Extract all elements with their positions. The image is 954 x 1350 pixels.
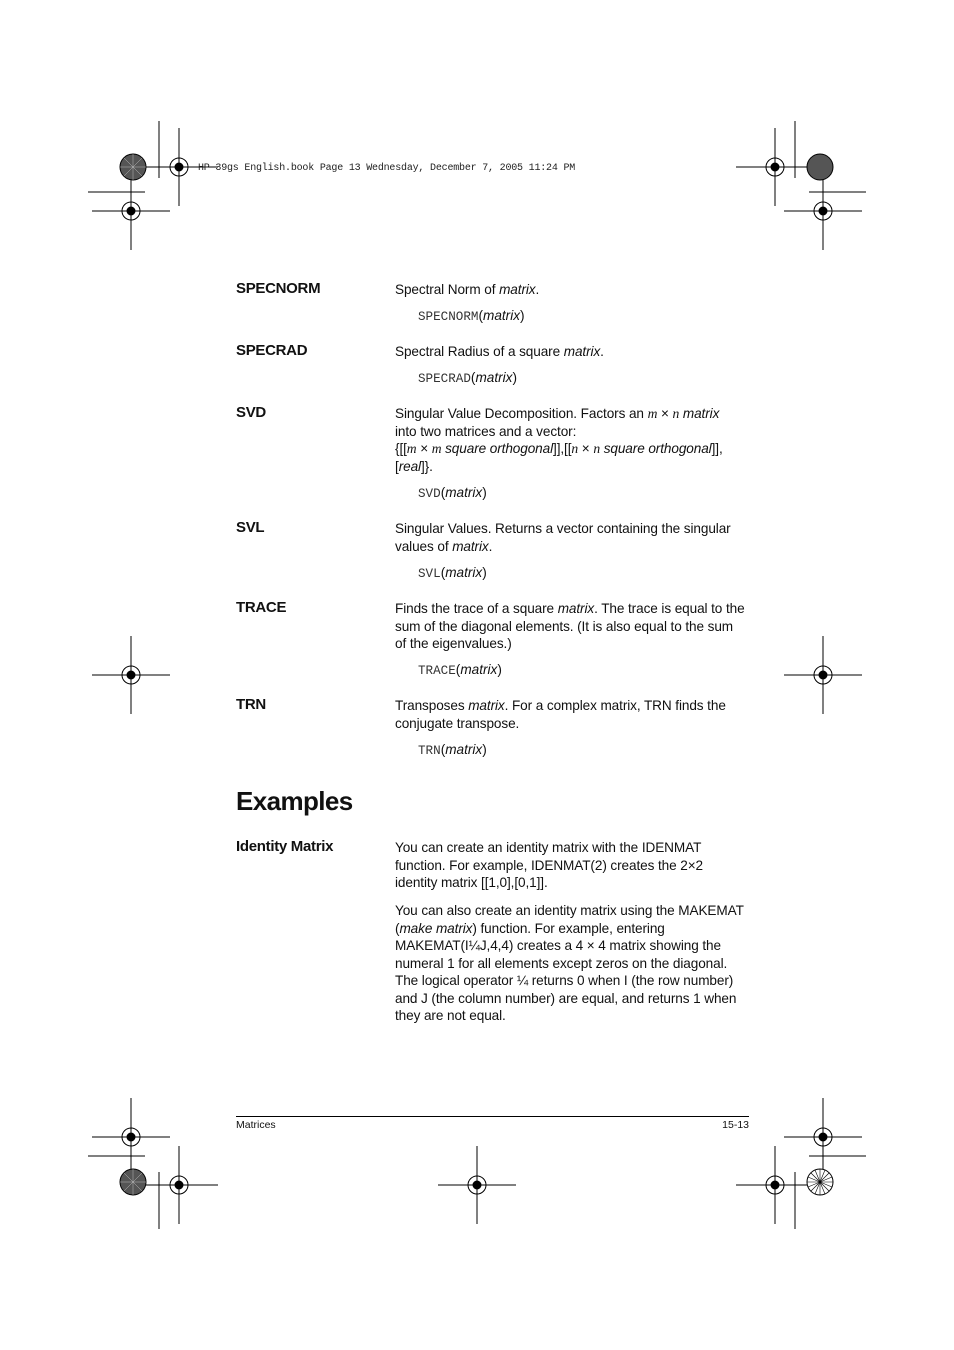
syntax-svl: SVL(matrix) [418,565,487,581]
syntax-trn: TRN(matrix) [418,742,487,758]
desc-specrad: Spectral Radius of a square matrix. [395,344,604,359]
term-svd: SVD [236,404,266,421]
example-para-1: You can create an identity matrix with the IDENMAT function. For example, IDENMAT(2) creates the 2×2 identity matrix [[1,0],[0,1]]. [395,840,704,890]
desc-trace: Finds the trace of a square matrix. The trace is equal to the sum of the diagonal elements. (It is also equal to the sum of the eigenvalues.) [395,601,745,651]
desc-svl: Singular Values. Returns a vector containing the singular values of matrix. [395,521,731,554]
term-specrad: SPECRAD [236,342,308,359]
syntax-specnorm: SPECNORM(matrix) [418,308,525,324]
footer-chapter: Matrices [236,1119,276,1131]
term-identity-matrix: Identity Matrix [236,838,334,855]
desc-specnorm: Spectral Norm of matrix. [395,282,540,297]
term-trace: TRACE [236,599,287,616]
footer-page-number: 15-13 [722,1119,749,1131]
term-svl: SVL [236,519,265,536]
syntax-svd: SVD(matrix) [418,485,487,501]
term-specnorm: SPECNORM [236,280,321,297]
section-title: Examples [236,786,353,816]
footer-rule [236,1116,749,1117]
example-para-2: You can also create an identity matrix using the MAKEMAT (make matrix) function. For example, entering MAKEMAT(I¼J,4,4) creates a 4 × 4 matrix showing the numeral 1 for all elements except zeros on the diagonal. The logical operator ¼ returns 0 when I (the row number) and J (the column number) are equal, and returns 1 when they are not equal. [395,903,744,1023]
desc-svd: Singular Value Decomposition. Factors an m × n matrix into two matrices and a vector: {[[m × m square orthogonal]],[[n × n square orthogonal]], [real]}. [395,406,723,474]
syntax-specrad: SPECRAD(matrix) [418,370,517,386]
book-header: HP 39gs English.book Page 13 Wednesday, December 7, 2005 11:24 PM [198,163,576,174]
syntax-trace: TRACE(matrix) [418,662,502,678]
term-trn: TRN [236,696,266,713]
desc-trn: Transposes matrix. For a complex matrix, TRN finds the conjugate transpose. [395,698,726,731]
